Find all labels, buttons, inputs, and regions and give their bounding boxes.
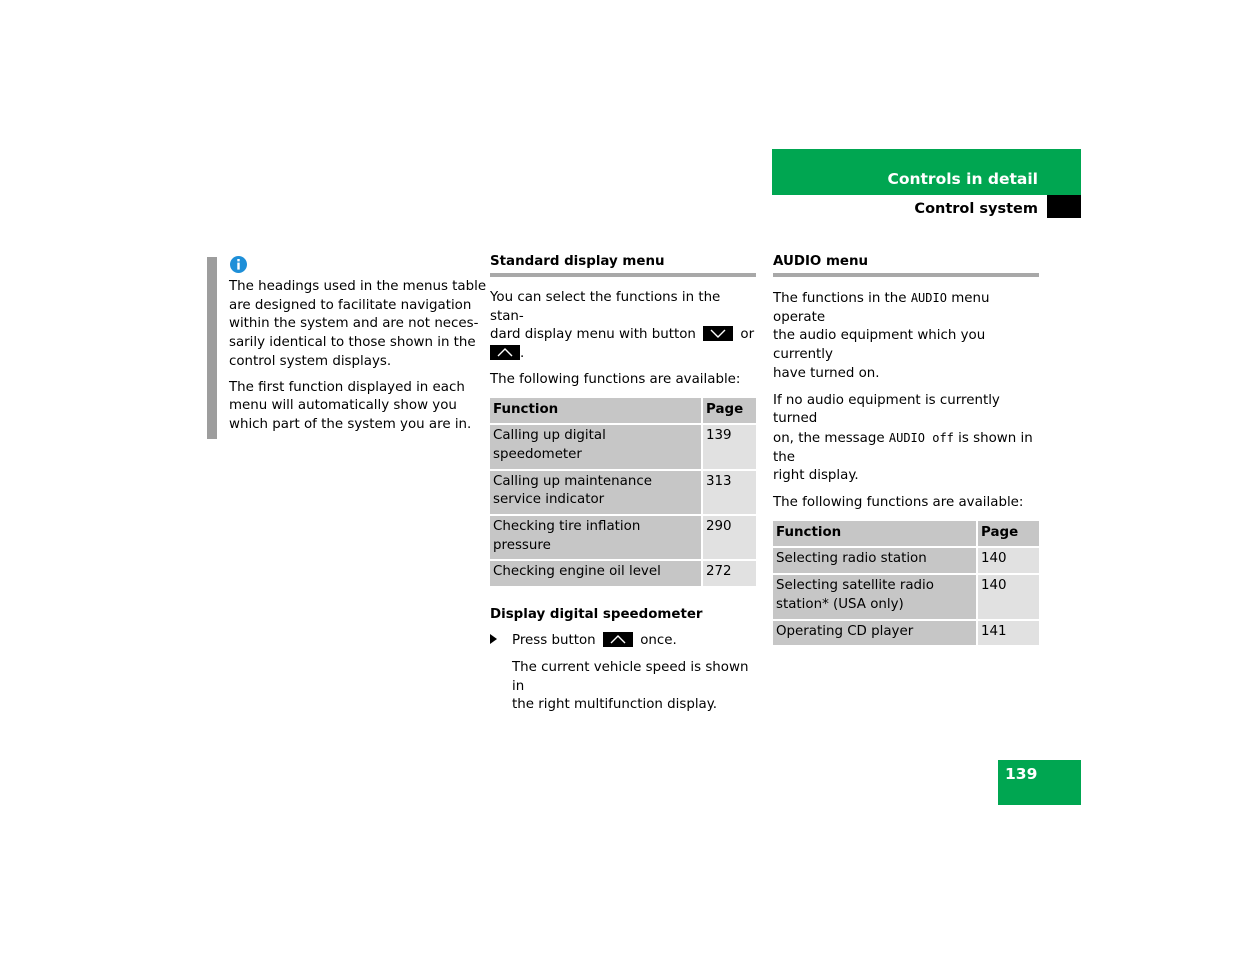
- column-header-page: Page: [978, 521, 1039, 547]
- standard-intro: [490, 289, 756, 364]
- audio-menu-section: [773, 253, 1039, 645]
- audio-functions-table: [773, 521, 1039, 646]
- audio-text: is shown in the: [773, 430, 1033, 465]
- page-cell: 272: [703, 559, 756, 586]
- info-paragraph-2: [229, 379, 495, 435]
- info-note: [229, 278, 495, 435]
- down-arrow-key-icon: [703, 326, 733, 341]
- function-cell: Calling up maintenance service indicator: [490, 469, 703, 514]
- info-paragraph-1: [229, 278, 495, 372]
- page-cell: 290: [703, 514, 756, 559]
- table-header-row: [490, 398, 756, 424]
- display-speedometer-heading: Display digital speedometer: [490, 607, 703, 623]
- page-cell: 313: [703, 469, 756, 514]
- table-row: [490, 559, 756, 586]
- audio-code: AUDIO: [910, 291, 947, 305]
- info-line: The first function displayed in each: [229, 379, 465, 395]
- table-row: [773, 546, 1039, 573]
- step-text-end: once.: [640, 633, 677, 649]
- info-line: are designed to facilitate navigation: [229, 297, 472, 313]
- info-icon: [230, 256, 247, 273]
- bullet-arrow-icon: [490, 634, 497, 644]
- info-line: The headings used in the menus table: [229, 279, 487, 294]
- up-arrow-key-icon: [490, 345, 520, 360]
- function-cell: Checking engine oil level: [490, 559, 703, 586]
- heading-rule: [490, 273, 756, 277]
- info-line: sarily identical to those shown in the: [229, 335, 476, 351]
- page-cell: 140: [978, 546, 1039, 573]
- table-row: [490, 423, 756, 468]
- function-cell: Checking tire inflation pressure: [490, 514, 703, 559]
- section-marker: [1047, 195, 1081, 218]
- chapter-title: Controls in detail: [887, 170, 1038, 188]
- table-header-row: [773, 521, 1039, 547]
- up-arrow-key-icon: [603, 632, 633, 647]
- info-line: within the system and are not neces-: [229, 316, 479, 332]
- audio-text: have turned on.: [773, 365, 880, 381]
- intro-line: You can select the functions in the stan-: [490, 290, 721, 324]
- audio-menu-heading: AUDIO menu: [773, 254, 869, 269]
- info-line: control system displays.: [229, 353, 392, 369]
- instruction-result: [490, 659, 756, 715]
- page-number: 139: [1005, 765, 1038, 783]
- page-cell: 141: [978, 619, 1039, 646]
- info-note-bar: [207, 257, 217, 439]
- result-line: the right multifunction display.: [512, 697, 718, 713]
- standard-functions-table: [490, 398, 756, 587]
- section-title: Control system: [914, 201, 1038, 217]
- table-row: [773, 619, 1039, 646]
- function-cell: Calling up digital speedometer: [490, 423, 703, 468]
- column-header-function: Function: [773, 521, 978, 547]
- audio-paragraph-1: [773, 289, 1039, 384]
- audio-text: menu operate: [773, 291, 990, 325]
- page-cell: 139: [703, 423, 756, 468]
- function-cell: Operating CD player: [773, 619, 978, 646]
- function-cell: Selecting radio station: [773, 546, 978, 573]
- step-text: Press button: [512, 633, 596, 649]
- intro-line: dard display menu with button: [490, 327, 696, 343]
- instruction-step: [490, 632, 756, 651]
- audio-text: on, the message: [773, 430, 885, 446]
- column-header-function: Function: [490, 398, 703, 424]
- result-line: The current vehicle speed is shown in: [512, 659, 749, 694]
- audio-available: The following functions are available:: [773, 495, 1024, 511]
- intro-or: or: [740, 327, 755, 343]
- column-header-page: Page: [703, 398, 756, 424]
- heading-rule: [773, 273, 1039, 277]
- audio-text: The functions in the: [773, 291, 907, 306]
- info-line: which part of the system you are in.: [229, 416, 472, 432]
- audio-paragraph-2: [773, 392, 1039, 487]
- audio-off-code: AUDIO off: [888, 430, 954, 445]
- standard-display-section: [490, 253, 756, 715]
- audio-text: right display.: [773, 468, 859, 484]
- table-row: [490, 469, 756, 514]
- intro-end: .: [520, 346, 525, 362]
- audio-text: the audio equipment which you currently: [773, 328, 986, 363]
- table-row: [773, 573, 1039, 618]
- audio-text: If no audio equipment is currently turned: [773, 392, 1000, 427]
- info-line: menu will automatically show you: [229, 398, 457, 414]
- standard-display-heading: Standard display menu: [490, 254, 665, 269]
- page-cell: 140: [978, 573, 1039, 618]
- table-row: [490, 514, 756, 559]
- standard-available: The following functions are available:: [490, 371, 741, 387]
- function-cell: Selecting satellite radio station* (USA only): [773, 573, 978, 618]
